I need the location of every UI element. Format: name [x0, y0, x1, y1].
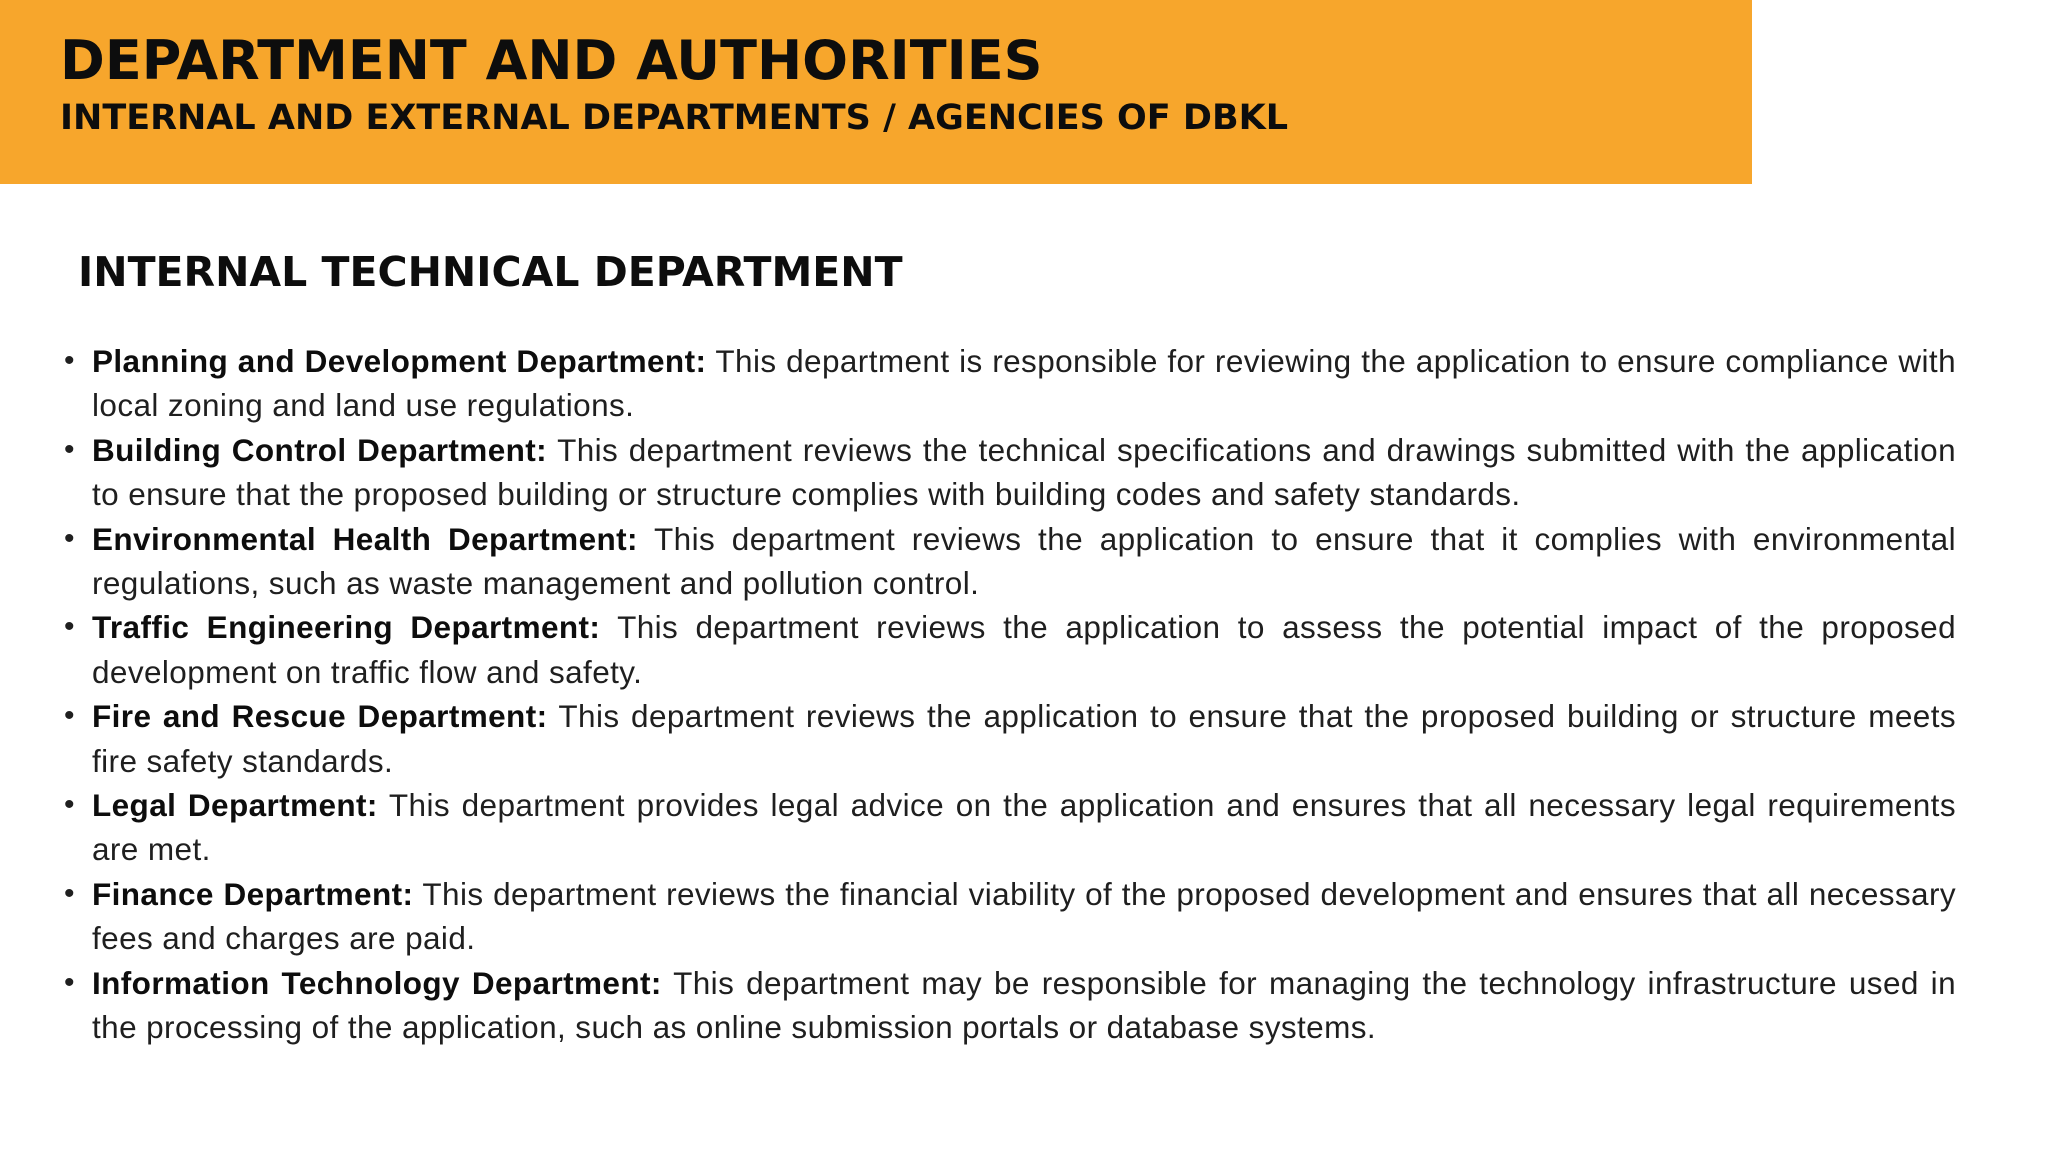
- bullet-icon: •: [64, 965, 75, 999]
- list-item: [64, 339, 1956, 428]
- bullet-icon: •: [64, 699, 75, 733]
- department-name: Information Technology Department:: [92, 964, 662, 1001]
- list-item: [64, 694, 1956, 783]
- bullet-icon: •: [64, 876, 75, 910]
- bullet-icon: •: [64, 788, 75, 822]
- department-description: This department provides legal advice on the application and ensures that all necessary legal requirements are met.: [92, 787, 1956, 868]
- page-title: DEPARTMENT AND AUTHORITIES: [60, 29, 1043, 92]
- page-subtitle: INTERNAL AND EXTERNAL DEPARTMENTS / AGENCIES OF DBKL: [60, 98, 1289, 138]
- header-band: [0, 0, 1752, 184]
- list-item: [64, 783, 1956, 872]
- department-description: This department reviews the technical specifications and drawings submitted with the application to ensure that the proposed building or structure complies with building codes and safety standards.: [92, 431, 1956, 513]
- department-description: This department reviews the application to ensure that it complies with environmental regulations, such as waste management and pollution control.: [92, 520, 1956, 602]
- list-item: [64, 961, 1956, 1050]
- department-name: Fire and Rescue Department:: [92, 698, 548, 735]
- department-name: Legal Department:: [92, 787, 378, 824]
- bullet-icon: •: [64, 610, 75, 644]
- bullet-icon: •: [64, 432, 75, 466]
- department-description: This department reviews the application to ensure that the proposed building or structure meets fire safety standards.: [92, 698, 1956, 779]
- department-name: Environmental Health Department:: [92, 520, 638, 557]
- department-name: Traffic Engineering Department:: [92, 609, 601, 646]
- department-name: Building Control Department:: [92, 431, 548, 468]
- section-title: INTERNAL TECHNICAL DEPARTMENT: [78, 248, 903, 296]
- list-item: [64, 605, 1956, 694]
- department-description: This department reviews the financial viability of the proposed development and ensures that all necessary fees and charges are paid.: [92, 875, 1956, 957]
- list-item: [64, 872, 1956, 961]
- bullet-icon: •: [64, 521, 75, 555]
- department-description: This department is responsible for reviewing the application to ensure compliance with local zoning and land use regulations.: [92, 343, 1956, 424]
- department-name: Finance Department:: [92, 875, 414, 912]
- department-description: This department may be responsible for managing the technology infrastructure used in the processing of the application, such as online submission portals or database systems.: [92, 964, 1956, 1046]
- list-item: [64, 517, 1956, 606]
- department-list: [64, 339, 1956, 1050]
- bullet-icon: •: [64, 344, 75, 377]
- department-description: This department reviews the application to assess the potential impact of the proposed development on traffic flow and safety.: [92, 609, 1956, 690]
- department-name: Planning and Development Department:: [92, 343, 707, 379]
- list-item: [64, 428, 1956, 517]
